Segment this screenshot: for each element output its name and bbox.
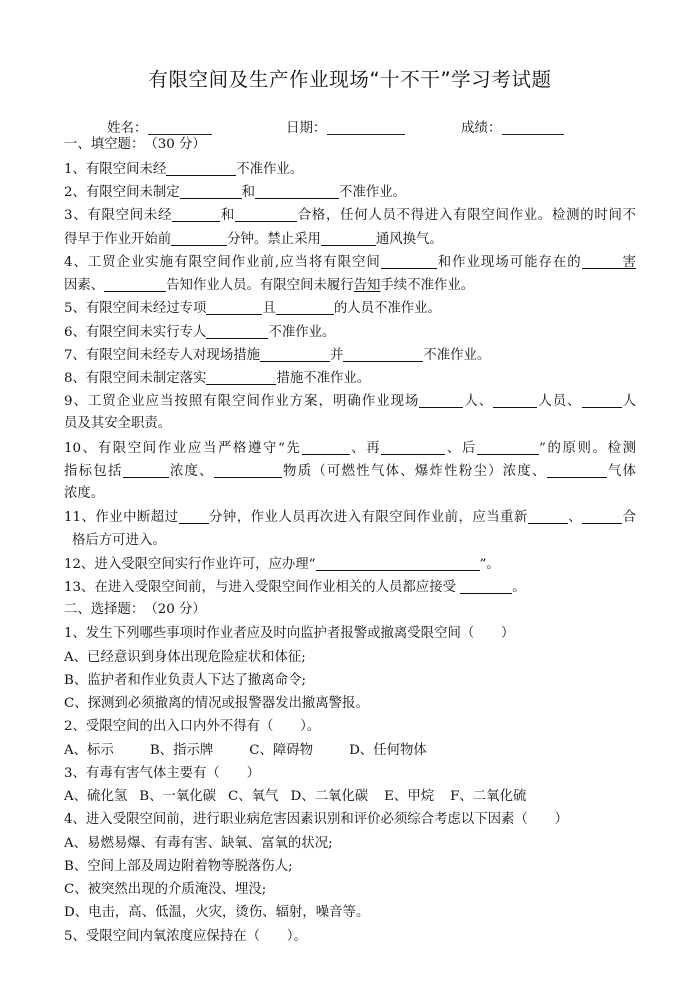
answer-blank[interactable] (214, 463, 282, 478)
choice-option[interactable]: C、氧气 (228, 789, 279, 804)
question-7: 7、有限空间未经专人对现场措施 并 不准作业。 (64, 348, 491, 363)
date-blank[interactable] (327, 120, 405, 135)
section-heading-choice: 二、选择题： （20 分） (64, 602, 206, 617)
choice-option[interactable]: A、硫化氢 (64, 789, 128, 804)
choice-option[interactable]: B、空间上部及周边附着物等脱落伤人; (64, 859, 293, 874)
choice-option[interactable]: B、一氧化碳 (139, 789, 217, 804)
choice-question-1: 1、发生下列哪些事项时作业者应及时向监护者报警或撤离受限空间（ ） (64, 626, 515, 641)
answer-blank[interactable] (180, 184, 242, 199)
date-label: 日期： (286, 120, 327, 136)
answer-blank[interactable] (528, 509, 568, 524)
choice-option[interactable]: E、甲烷 (384, 789, 435, 804)
question-12: 12、进入受限空间实行作业许可，应办理“ ”。 (64, 557, 500, 572)
answer-blank[interactable] (171, 231, 227, 246)
answer-blank[interactable] (493, 393, 537, 408)
choice-question-2: 2、受限空间的出入口内外不得有（ ）。 (64, 719, 321, 734)
question-11-line2: 格后方可进入。 (72, 533, 166, 548)
answer-blank[interactable] (547, 463, 607, 478)
choice-option[interactable]: A、标示 (64, 743, 114, 758)
choice-option[interactable]: D、任何物体 (349, 743, 427, 758)
answer-blank[interactable] (460, 579, 512, 594)
question-13: 13、在进入受限空间前，与进入受限空间作业相关的人员都应接受 。 (64, 580, 526, 595)
answer-blank[interactable] (172, 207, 220, 222)
answer-blank[interactable] (206, 324, 268, 339)
question-10-line2: 指标包括 浓度、 物质（可燃性气体、爆炸性粉尘）浓度、 气体 (64, 464, 637, 479)
choice-option[interactable]: C、被突然出现的介质淹没、埋没; (64, 882, 267, 897)
question-9-line2: 员及其安全职责。 (64, 416, 172, 431)
name-label: 姓名： (107, 120, 148, 136)
section-heading-fill: 一、填空题： （30 分） (64, 137, 206, 152)
answer-blank[interactable] (104, 277, 166, 292)
answer-blank[interactable] (477, 440, 539, 455)
question-10-line1: 10、有限空间作业应当严格遵守“先 、再 、后 ”的原则。检测 (64, 441, 637, 456)
question-3-line1: 3、有限空间未经 和 合格，任何人员不得进入有限空间作业。检测的时间不 (64, 208, 636, 223)
question-11-line1: 11、作业中断超过 分钟，作业人员再次进入有限空间作业前，应当重新 、 合 (64, 510, 637, 525)
answer-blank[interactable] (582, 254, 622, 269)
score-label: 成绩： (461, 120, 502, 136)
choice-option[interactable]: C、障碍物 (249, 743, 314, 758)
choice-option[interactable]: C、探测到必须撤离的情况或报警器发出撤离警报。 (64, 696, 369, 711)
choice-option[interactable]: B、监护者和作业负责人下达了撤离命令; (64, 673, 306, 688)
answer-blank[interactable] (582, 393, 622, 408)
question-10-line3: 浓度。 (64, 486, 105, 501)
question-4-line1: 4、工贸企业实施有限空间作业前,应当将有限空间 和作业现场可能存在的 害 (64, 255, 637, 270)
question-4-line2: 因素、 告知作业人员。有限空间未履行告知手续不准作业。 (64, 278, 475, 293)
answer-blank[interactable] (255, 184, 339, 199)
answer-blank[interactable] (206, 370, 276, 385)
score-blank[interactable] (502, 120, 564, 135)
answer-blank[interactable] (381, 254, 437, 269)
answer-blank[interactable] (582, 509, 622, 524)
choice-question-4: 4、进入受限空间前，进行职业病危害因素识别和评价必须综合考虑以下因素（ ） (64, 812, 568, 827)
page-title: 有限空间及生产作业现场“十不干”学习考试题 (148, 68, 552, 91)
choice-option[interactable]: D、二氧化碳 (290, 789, 369, 804)
question-8: 8、有限空间未制定落实 措施不准作业。 (64, 371, 371, 386)
choice-option[interactable]: A、已经意识到身体出现危险症状和体征; (64, 650, 306, 665)
choice-option[interactable]: D、电击，高、低温，火灾，烫伤、辐射，噪音等。 (64, 905, 370, 920)
date-field (286, 116, 405, 136)
answer-blank[interactable] (206, 300, 262, 315)
question-6: 6、有限空间未实行专人 不准作业。 (64, 325, 336, 340)
answer-blank[interactable] (276, 300, 334, 315)
answer-blank[interactable] (316, 556, 480, 571)
choice-options-row (64, 743, 427, 759)
answer-blank[interactable] (343, 347, 423, 362)
question-5: 5、有限空间未经过专项 且 的人员不准作业。 (64, 301, 441, 316)
name-field (107, 116, 212, 136)
name-blank[interactable] (148, 120, 212, 135)
choice-option[interactable]: F、二氧化硫 (450, 789, 527, 804)
choice-option[interactable]: B、指示牌 (149, 743, 214, 758)
choice-question-3: 3、有毒有害气体主要有（ ） (64, 766, 260, 781)
answer-blank[interactable] (321, 231, 376, 246)
question-9-line1: 9、工贸企业应当按照有限空间作业方案，明确作业现场 人、 人员、 人 (64, 394, 637, 409)
score-field (461, 116, 564, 136)
answer-blank[interactable] (123, 463, 169, 478)
choice-options-row (64, 789, 526, 805)
answer-blank[interactable] (166, 161, 236, 176)
question-1: 1、有限空间未经 不准作业。 (64, 162, 304, 177)
answer-blank[interactable] (381, 440, 445, 455)
choice-question-5: 5、受限空间内氧浓度应保持在（ ）。 (64, 929, 307, 944)
question-2: 2、有限空间未制定 和 不准作业。 (64, 185, 406, 200)
choice-option[interactable]: A、易燃易爆、有毒有害、缺氧、富氧的状况; (64, 836, 333, 851)
answer-blank[interactable] (302, 440, 350, 455)
question-3-line2: 得早于作业开始前 分钟。禁止采用 通风换气。 (64, 232, 443, 247)
answer-blank[interactable] (235, 207, 297, 222)
answer-blank[interactable] (419, 393, 463, 408)
answer-blank[interactable] (179, 509, 209, 524)
answer-blank[interactable] (260, 347, 330, 362)
